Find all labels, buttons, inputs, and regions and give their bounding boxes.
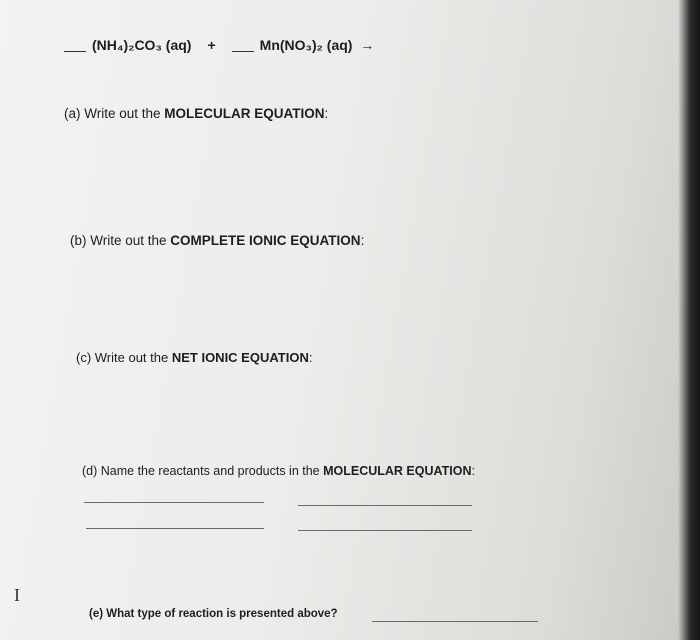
question-b-colon: : — [360, 233, 365, 248]
answer-line-reactant-1[interactable] — [84, 502, 264, 503]
question-c — [76, 350, 312, 365]
question-e — [89, 608, 338, 620]
question-c-emphasis: NET IONIC EQUATION — [171, 350, 309, 365]
plus-sign: + — [207, 37, 216, 53]
answer-line-product-2[interactable] — [298, 530, 472, 531]
text-cursor-icon: I — [14, 585, 20, 605]
answer-line-product-1[interactable] — [86, 528, 264, 529]
answer-line-reactant-2[interactable] — [298, 505, 472, 506]
question-b — [70, 233, 364, 248]
question-d — [82, 464, 475, 478]
coefficient-blank-1[interactable] — [64, 51, 86, 52]
question-b-text: (b) Write out the — [70, 233, 171, 248]
question-e-text: (e) What type of reaction is presented above? — [89, 608, 338, 620]
reactant-2: Mn(NO₃)₂ (aq) — [259, 37, 353, 53]
question-a — [64, 106, 328, 121]
question-d-colon: : — [471, 464, 475, 478]
question-a-emphasis: MOLECULAR EQUATION — [164, 106, 325, 121]
answer-line-reaction-type[interactable] — [372, 621, 538, 622]
reactant-1: (NH₄)₂CO₃ (aq) — [92, 37, 192, 53]
coefficient-blank-2[interactable] — [232, 51, 254, 52]
question-b-emphasis: COMPLETE IONIC EQUATION — [170, 233, 361, 248]
question-c-colon: : — [308, 350, 313, 365]
question-c-text: (c) Write out the — [76, 350, 172, 365]
question-d-emphasis: MOLECULAR EQUATION — [323, 464, 472, 478]
question-a-text: (a) Write out the — [64, 106, 165, 121]
question-a-colon: : — [324, 106, 329, 121]
page-edge-shadow — [678, 0, 700, 640]
reaction-arrow: → — [360, 37, 375, 53]
reaction-equation — [64, 37, 374, 53]
question-d-text: (d) Name the reactants and products in the — [82, 464, 324, 478]
